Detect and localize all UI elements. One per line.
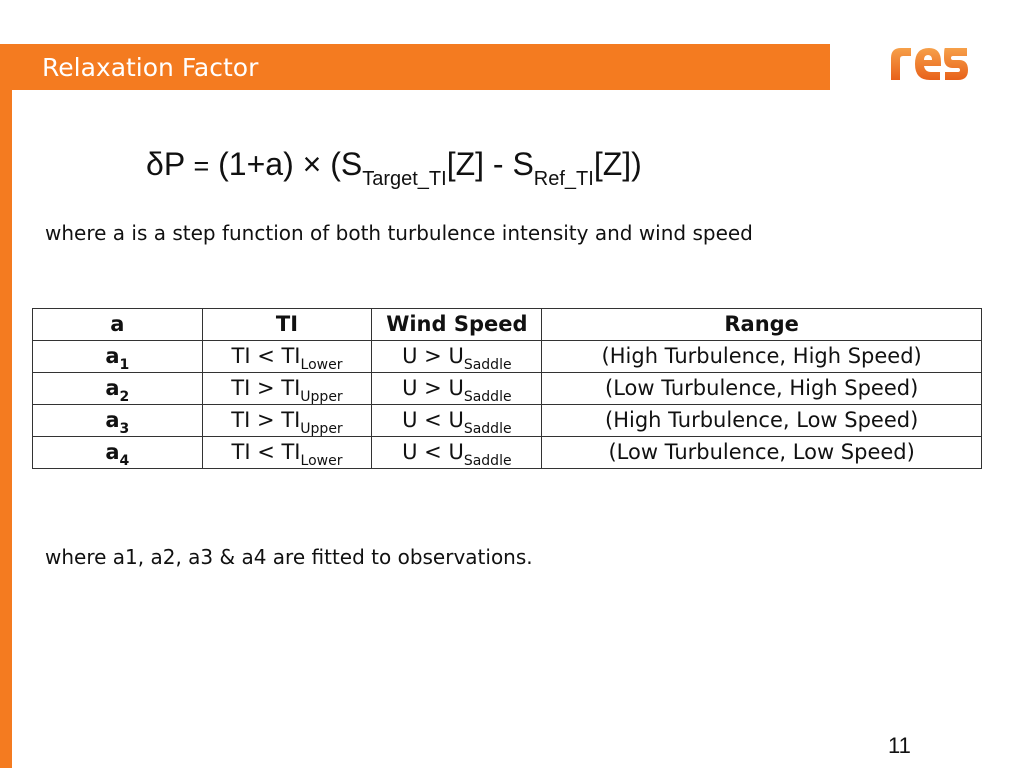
formula-sub-target: Target_TI <box>362 168 447 190</box>
formula-lhs: δP <box>146 146 185 182</box>
cell-ti: TI > $TI_{Upper}$ <box>202 373 372 405</box>
table-row <box>33 341 982 373</box>
column-header-wind-speed: Wind Speed <box>372 309 542 341</box>
cell-wind-speed: $U < U_{Saddle}$ <box>372 437 542 469</box>
cell-ti: TI > $TI_{Upper}$ <box>202 405 372 437</box>
cell-wind-speed: $U > U_{Saddle}$ <box>372 341 542 373</box>
table-row <box>33 405 982 437</box>
cell-ti: TI < $TI_{Lower}$ <box>202 437 372 469</box>
formula-equals: = <box>193 151 210 181</box>
cell-range: (Low Turbulence, Low Speed) <box>542 437 982 469</box>
table-row <box>33 373 982 405</box>
cell-a: $a_3$ <box>33 405 203 437</box>
column-header-ti: TI <box>202 309 372 341</box>
step-function-table <box>32 308 982 469</box>
left-accent-bar <box>0 44 12 768</box>
slide-title: Relaxation Factor <box>42 53 259 82</box>
column-header-range: Range <box>542 309 982 341</box>
formula-factor: (1+a) <box>218 146 294 182</box>
cell-ti: TI < $TI_{Lower}$ <box>202 341 372 373</box>
res-logo-icon <box>887 40 971 84</box>
formula-open: (S <box>330 146 363 182</box>
table-header-row <box>33 309 982 341</box>
formula-description: where a is a step function of both turbulence intensity and wind speed <box>45 221 753 245</box>
fitting-note: where a1, a2, a3 & a4 are fitted to observations. <box>45 545 533 569</box>
cell-range: (High Turbulence, High Speed) <box>542 341 982 373</box>
cell-a: $a_1$ <box>33 341 203 373</box>
cell-wind-speed: $U > U_{Saddle}$ <box>372 373 542 405</box>
formula-mid: [Z] - S <box>446 146 534 182</box>
table-row <box>33 437 982 469</box>
cell-range: (High Turbulence, Low Speed) <box>542 405 982 437</box>
cell-a: $a_4$ <box>33 437 203 469</box>
cell-range: (Low Turbulence, High Speed) <box>542 373 982 405</box>
relaxation-formula <box>146 146 642 190</box>
formula-sub-ref: Ref_TI <box>533 168 594 190</box>
formula-close: [Z]) <box>593 146 642 182</box>
cell-a: $a_2$ <box>33 373 203 405</box>
page-number: 11 <box>888 733 911 758</box>
cell-wind-speed: $U < U_{Saddle}$ <box>372 405 542 437</box>
column-header-a: a <box>33 309 203 341</box>
formula-times: × <box>302 146 322 182</box>
